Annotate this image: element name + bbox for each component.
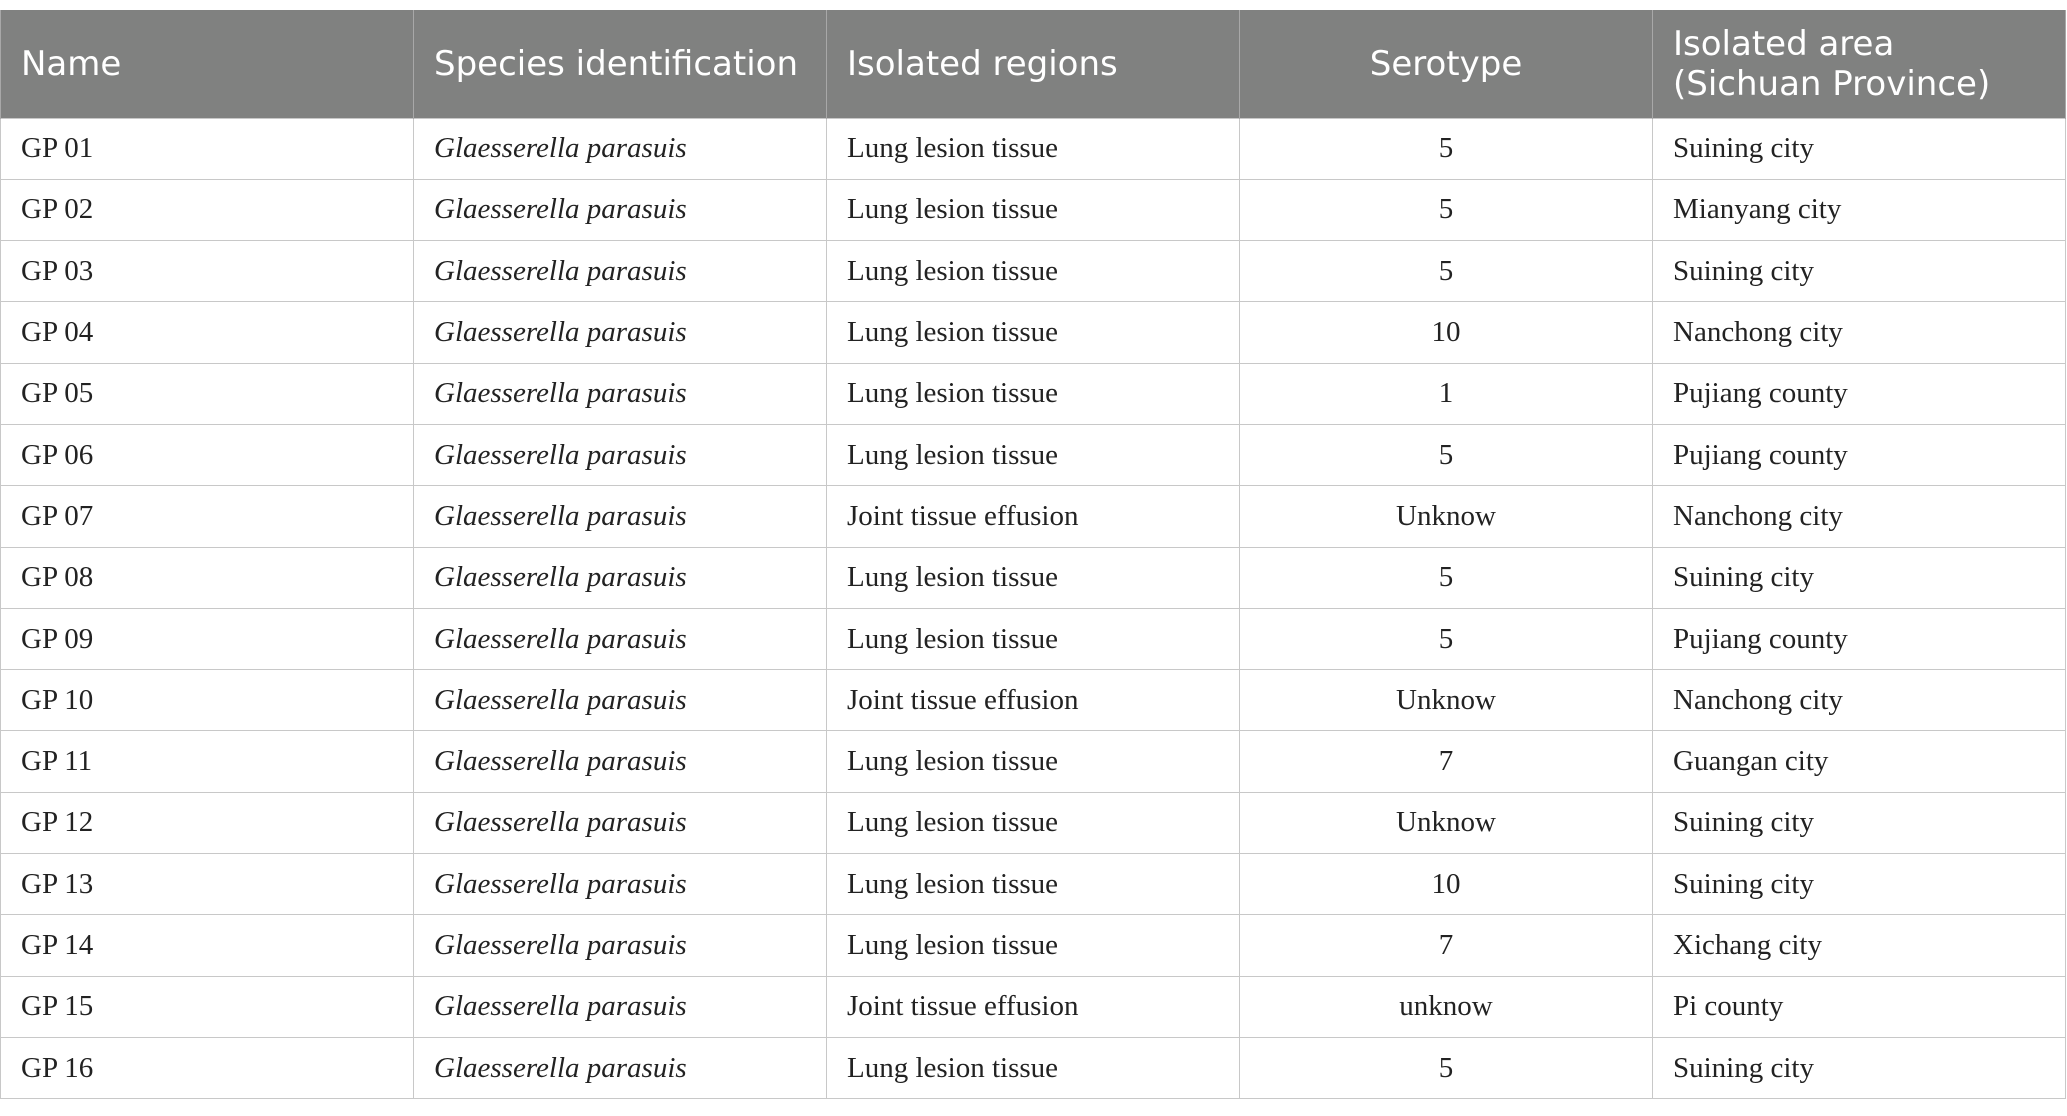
cell-species: Glaesserella parasuis: [414, 976, 827, 1037]
table-row: [1, 424, 2066, 485]
cell-isolated-area: Suining city: [1653, 547, 2066, 608]
table-row: [1, 976, 2066, 1037]
cell-isolated-region: Lung lesion tissue: [827, 424, 1240, 485]
cell-isolated-area: Nanchong city: [1653, 486, 2066, 547]
cell-name: GP 05: [1, 363, 414, 424]
table-header: [1, 10, 2066, 118]
cell-serotype: 7: [1240, 915, 1653, 976]
cell-serotype: 5: [1240, 241, 1653, 302]
cell-species: Glaesserella parasuis: [414, 792, 827, 853]
cell-isolated-area: Pujiang county: [1653, 424, 2066, 485]
cell-serotype: Unknow: [1240, 670, 1653, 731]
cell-name: GP 04: [1, 302, 414, 363]
table-row: [1, 302, 2066, 363]
cell-species: Glaesserella parasuis: [414, 118, 827, 179]
cell-species: Glaesserella parasuis: [414, 363, 827, 424]
cell-name: GP 02: [1, 179, 414, 240]
cell-serotype: 5: [1240, 179, 1653, 240]
cell-isolated-region: Lung lesion tissue: [827, 302, 1240, 363]
table-row: [1, 915, 2066, 976]
table-row: [1, 854, 2066, 915]
cell-isolated-region: Lung lesion tissue: [827, 854, 1240, 915]
header-row: [1, 10, 2066, 118]
cell-species: Glaesserella parasuis: [414, 608, 827, 669]
table-row: [1, 547, 2066, 608]
cell-species: Glaesserella parasuis: [414, 670, 827, 731]
cell-serotype: Unknow: [1240, 486, 1653, 547]
cell-isolated-area: Suining city: [1653, 118, 2066, 179]
cell-name: GP 01: [1, 118, 414, 179]
cell-isolated-region: Lung lesion tissue: [827, 915, 1240, 976]
table-row: [1, 670, 2066, 731]
cell-isolated-region: Lung lesion tissue: [827, 1037, 1240, 1098]
table-row: [1, 118, 2066, 179]
cell-isolated-region: Lung lesion tissue: [827, 118, 1240, 179]
header-isolated-regions: Isolated regions: [827, 10, 1240, 118]
cell-isolated-area: Pi county: [1653, 976, 2066, 1037]
table-row: [1, 1037, 2066, 1098]
cell-serotype: 5: [1240, 118, 1653, 179]
cell-species: Glaesserella parasuis: [414, 424, 827, 485]
cell-species: Glaesserella parasuis: [414, 915, 827, 976]
cell-isolated-area: Xichang city: [1653, 915, 2066, 976]
table-row: [1, 731, 2066, 792]
table-row: [1, 363, 2066, 424]
cell-name: GP 12: [1, 792, 414, 853]
cell-species: Glaesserella parasuis: [414, 486, 827, 547]
table-row: [1, 486, 2066, 547]
cell-name: GP 13: [1, 854, 414, 915]
cell-isolated-region: Lung lesion tissue: [827, 731, 1240, 792]
cell-name: GP 09: [1, 608, 414, 669]
cell-species: Glaesserella parasuis: [414, 547, 827, 608]
cell-name: GP 03: [1, 241, 414, 302]
cell-isolated-region: Joint tissue effusion: [827, 486, 1240, 547]
header-name: Name: [1, 10, 414, 118]
cell-serotype: 10: [1240, 302, 1653, 363]
cell-species: Glaesserella parasuis: [414, 241, 827, 302]
cell-serotype: 1: [1240, 363, 1653, 424]
cell-isolated-area: Suining city: [1653, 1037, 2066, 1098]
cell-isolated-area: Nanchong city: [1653, 302, 2066, 363]
cell-isolated-area: Pujiang county: [1653, 363, 2066, 424]
cell-isolated-area: Suining city: [1653, 854, 2066, 915]
table-row: [1, 608, 2066, 669]
cell-name: GP 07: [1, 486, 414, 547]
cell-serotype: unknow: [1240, 976, 1653, 1037]
cell-isolated-region: Joint tissue effusion: [827, 670, 1240, 731]
cell-isolated-area: Suining city: [1653, 792, 2066, 853]
cell-species: Glaesserella parasuis: [414, 731, 827, 792]
cell-isolated-region: Lung lesion tissue: [827, 792, 1240, 853]
cell-isolated-area: Nanchong city: [1653, 670, 2066, 731]
cell-name: GP 16: [1, 1037, 414, 1098]
cell-name: GP 08: [1, 547, 414, 608]
isolates-table: [0, 10, 2066, 1099]
cell-isolated-region: Lung lesion tissue: [827, 547, 1240, 608]
table-row: [1, 241, 2066, 302]
cell-name: GP 06: [1, 424, 414, 485]
cell-serotype: 7: [1240, 731, 1653, 792]
cell-isolated-area: Pujiang county: [1653, 608, 2066, 669]
cell-serotype: 10: [1240, 854, 1653, 915]
cell-isolated-area: Guangan city: [1653, 731, 2066, 792]
cell-isolated-region: Lung lesion tissue: [827, 363, 1240, 424]
cell-serotype: 5: [1240, 424, 1653, 485]
cell-serotype: 5: [1240, 608, 1653, 669]
cell-isolated-region: Joint tissue effusion: [827, 976, 1240, 1037]
cell-isolated-area: Mianyang city: [1653, 179, 2066, 240]
cell-name: GP 11: [1, 731, 414, 792]
cell-species: Glaesserella parasuis: [414, 179, 827, 240]
cell-name: GP 15: [1, 976, 414, 1037]
cell-serotype: 5: [1240, 547, 1653, 608]
header-isolated-area: Isolated area (Sichuan Province): [1653, 10, 2066, 118]
cell-isolated-region: Lung lesion tissue: [827, 179, 1240, 240]
cell-serotype: 5: [1240, 1037, 1653, 1098]
cell-isolated-region: Lung lesion tissue: [827, 241, 1240, 302]
cell-species: Glaesserella parasuis: [414, 854, 827, 915]
header-species-identification: Species identification: [414, 10, 827, 118]
table-row: [1, 179, 2066, 240]
cell-isolated-region: Lung lesion tissue: [827, 608, 1240, 669]
cell-species: Glaesserella parasuis: [414, 302, 827, 363]
cell-name: GP 10: [1, 670, 414, 731]
cell-species: Glaesserella parasuis: [414, 1037, 827, 1098]
table-row: [1, 792, 2066, 853]
header-serotype: Serotype: [1240, 10, 1653, 118]
cell-serotype: Unknow: [1240, 792, 1653, 853]
cell-name: GP 14: [1, 915, 414, 976]
cell-isolated-area: Suining city: [1653, 241, 2066, 302]
table-body: [1, 118, 2066, 1099]
